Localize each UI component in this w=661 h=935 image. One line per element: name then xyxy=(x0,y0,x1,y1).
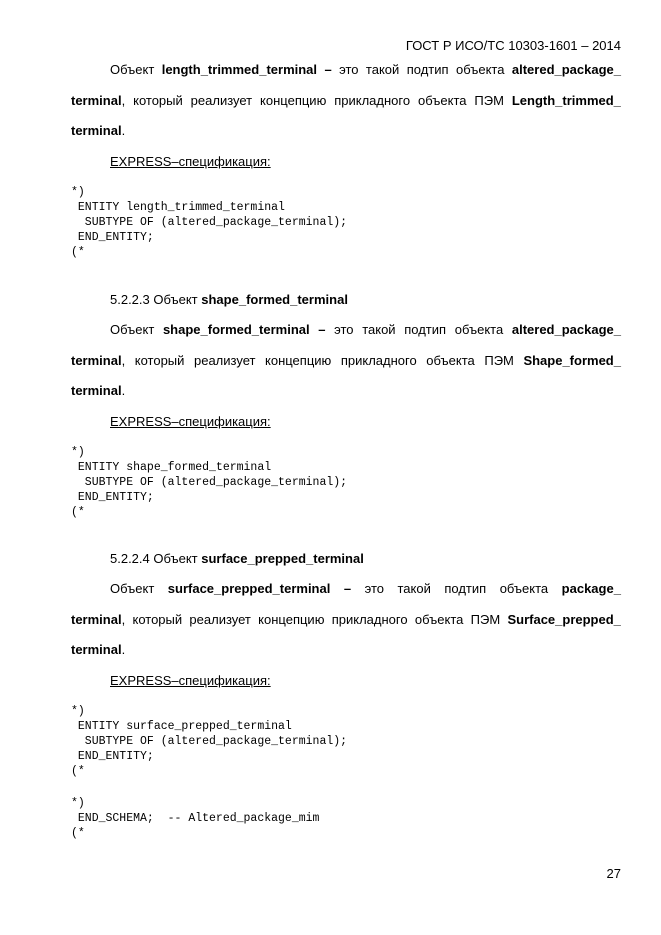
paragraph-line xyxy=(71,642,125,658)
entity-name: Surface_prepped_ xyxy=(507,612,621,627)
paragraph-line xyxy=(71,612,621,628)
word: реализует xyxy=(193,353,256,368)
express-code: *) ENTITY shape_formed_terminal SUBTYPE OF (altered_package_terminal); END_ENTITY; (* xyxy=(71,446,348,519)
word: реализует xyxy=(189,612,251,627)
entity-name: Shape_formed_ xyxy=(523,353,621,368)
entity-name: terminal xyxy=(71,642,122,657)
word: ПЭМ xyxy=(470,612,501,627)
section-heading xyxy=(110,292,348,308)
word: такой xyxy=(397,581,431,596)
schema-end-code: *) END_SCHEMA; -- Altered_package_mim (* xyxy=(71,797,320,840)
paragraph-line xyxy=(71,353,621,369)
word: такой xyxy=(362,322,396,337)
word: объекта xyxy=(426,353,475,368)
word: объекта xyxy=(418,93,467,108)
word: концепцию xyxy=(265,353,332,368)
dash: – xyxy=(324,62,332,77)
word: ПЭМ xyxy=(474,93,504,108)
word: объекта xyxy=(455,62,505,77)
word: , xyxy=(121,93,126,108)
word: подтип xyxy=(444,581,487,596)
section-number: 5.2.2.4 Объект xyxy=(110,551,198,566)
word: который xyxy=(134,353,185,368)
entity-name: altered_package_ xyxy=(511,322,621,337)
paragraph-line xyxy=(71,383,125,399)
section-heading xyxy=(110,551,364,567)
page-number: 27 xyxy=(606,866,621,881)
word: . xyxy=(121,383,126,398)
word: который xyxy=(132,612,183,627)
paragraph-line xyxy=(110,62,621,78)
word: подтип xyxy=(406,62,449,77)
entity-name: package_ xyxy=(561,581,621,596)
entity-name: terminal xyxy=(71,353,122,368)
express-label: EXPRESS–спецификация: xyxy=(110,414,271,429)
word: концепцию xyxy=(258,612,325,627)
entity-name: terminal xyxy=(71,93,122,108)
word: который xyxy=(133,93,183,108)
word: это xyxy=(334,322,354,337)
word: , xyxy=(121,353,126,368)
section-number: 5.2.2.3 Объект xyxy=(110,292,198,307)
entity-name: terminal xyxy=(71,612,122,627)
word: такой xyxy=(365,62,400,77)
entity-name: terminal xyxy=(71,383,122,398)
dash: – xyxy=(318,322,326,337)
express-label: EXPRESS–спецификация: xyxy=(110,154,271,169)
word: объекта xyxy=(454,322,504,337)
express-label: EXPRESS–спецификация: xyxy=(110,673,271,688)
entity-name: Length_trimmed_ xyxy=(511,93,621,108)
paragraph-line xyxy=(71,93,621,109)
paragraph-line xyxy=(110,322,621,338)
entity-name: shape_formed_terminal xyxy=(162,322,310,337)
word: прикладного xyxy=(331,612,408,627)
word: . xyxy=(121,123,126,138)
word: прикладного xyxy=(334,93,411,108)
dash: – xyxy=(343,581,352,596)
entity-name: surface_prepped_terminal xyxy=(167,581,331,596)
word: это xyxy=(364,581,384,596)
word: объекта xyxy=(414,612,464,627)
word: Объект xyxy=(110,581,155,596)
word: ПЭМ xyxy=(484,353,514,368)
word: Объект xyxy=(110,322,155,337)
word: Объект xyxy=(110,62,155,77)
word: реализует xyxy=(190,93,253,108)
express-code: *) ENTITY surface_prepped_terminal SUBTYPE OF (altered_package_terminal); END_ENTITY; (* xyxy=(71,705,348,778)
paragraph-line xyxy=(71,123,125,139)
word: . xyxy=(121,642,126,657)
entity-name: altered_package_ xyxy=(511,62,621,77)
word: , xyxy=(121,612,126,627)
entity-name: terminal xyxy=(71,123,122,138)
word: это xyxy=(339,62,359,77)
word: прикладного xyxy=(340,353,417,368)
section-entity-name: shape_formed_terminal xyxy=(201,292,348,307)
word: подтип xyxy=(404,322,447,337)
paragraph-line xyxy=(110,581,621,597)
word: концепцию xyxy=(260,93,327,108)
document-header: ГОСТ Р ИСО/ТС 10303-1601 – 2014 xyxy=(405,38,621,53)
entity-name: length_trimmed_terminal xyxy=(161,62,318,77)
section-entity-name: surface_prepped_terminal xyxy=(201,551,364,566)
express-code: *) ENTITY length_trimmed_terminal SUBTYPE OF (altered_package_terminal); END_ENTITY; (* xyxy=(71,186,348,259)
word: объекта xyxy=(499,581,549,596)
